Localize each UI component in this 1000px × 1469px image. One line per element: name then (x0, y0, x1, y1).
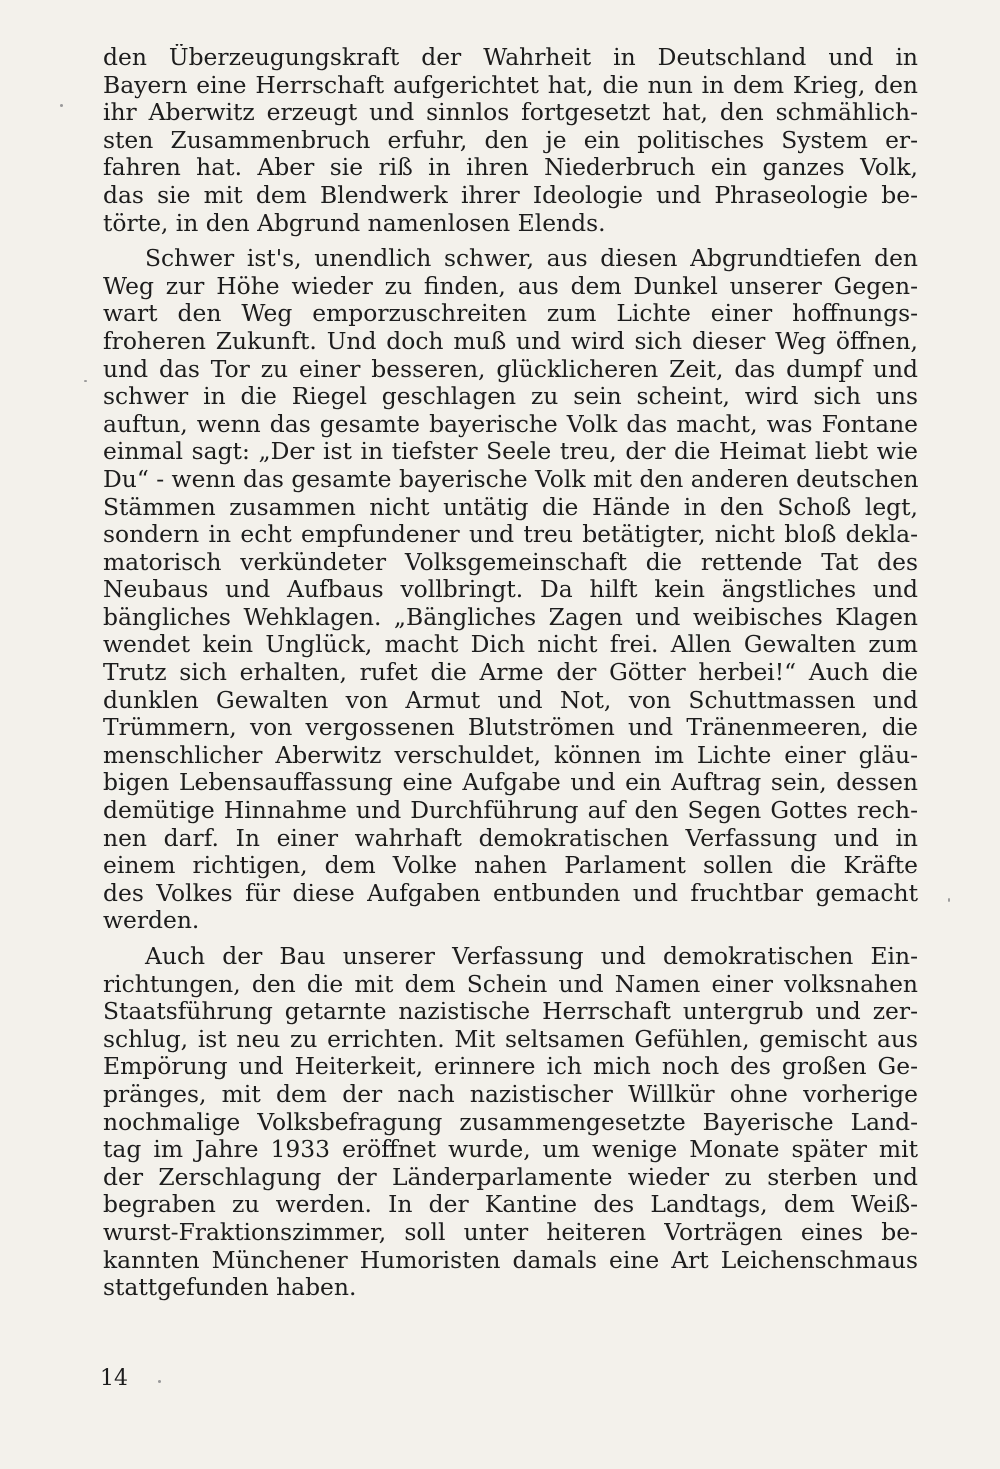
text-line: matorisch verkündeter Volksgemeinschaft die rettende Tat des (103, 548, 918, 576)
text-line: wart den Weg emporzuschreiten zum Lichte einer hoffnungs- (103, 300, 918, 328)
text-line: Bayern eine Herrschaft aufgerichtet hat, die nun in dem Krieg, den (103, 71, 918, 99)
text-line: und das Tor zu einer besseren, glücklicheren Zeit, das dumpf und (103, 355, 918, 383)
page-number: 14 (100, 1366, 128, 1391)
text-line: richtungen, den die mit dem Schein und Namen einer volksnahen (103, 970, 918, 998)
text-line: den Überzeugungskraft der Wahrheit in Deutschland und in (103, 44, 918, 71)
paper-speck (948, 898, 950, 902)
text-line: Weg zur Höhe wieder zu finden, aus dem Dunkel unserer Gegen- (103, 272, 918, 300)
text-line: menschlicher Aberwitz verschuldet, können im Lichte einer gläu- (103, 741, 918, 769)
text-line: pränges, mit dem der nach nazistischer Willkür ohne vorherige (103, 1080, 918, 1108)
text-line: Auch der Bau unserer Verfassung und demokratischen Ein- (145, 943, 918, 970)
paragraph-gap (103, 935, 918, 943)
text-line: wendet kein Unglück, macht Dich nicht frei. Allen Gewalten zum (103, 631, 918, 659)
text-line: auftun, wenn das gesamte bayerische Volk das macht, was Fontane (103, 410, 918, 438)
text-line: nen darf. In einer wahrhaft demokratischen Verfassung und in (103, 824, 918, 852)
text-line: ihr Aberwitz erzeugt und sinnlos fortgesetzt hat, den schmählich- (103, 99, 918, 127)
text-line: sondern in echt empfundener und treu betätigter, nicht bloß dekla- (103, 521, 918, 549)
text-line: schwer in die Riegel geschlagen zu sein scheint, wird sich uns (103, 383, 918, 411)
text-line: wurst-Fraktionszimmer, soll unter heiteren Vorträgen eines be- (103, 1218, 918, 1246)
paragraph-gap (103, 237, 918, 245)
text-line: begraben zu werden. In der Kantine des Landtags, dem Weiß- (103, 1191, 918, 1219)
text-line: dunklen Gewalten von Armut und Not, von Schuttmassen und (103, 686, 918, 714)
text-line: werden. (103, 907, 200, 935)
text-line: Staatsführung getarnte nazistische Herrschaft untergrub und zer- (103, 998, 918, 1026)
text-line: nochmalige Volksbefragung zusammengesetzte Bayerische Land- (103, 1108, 918, 1136)
text-line: törte, in den Abgrund namenlosen Elends. (103, 209, 606, 237)
text-line: Du“ - wenn das gesamte bayerische Volk mit den anderen deutschen (103, 465, 918, 493)
text-line: Trutz sich erhalten, rufet die Arme der Götter herbei!“ Auch die (103, 659, 918, 687)
text-line: demütige Hinnahme und Durchführung auf den Segen Gottes rech- (103, 797, 918, 825)
text-line: bängliches Wehklagen. „Bängliches Zagen und weibisches Klagen (103, 603, 918, 631)
text-line: bigen Lebensauffassung eine Aufgabe und ein Auftrag sein, dessen (103, 769, 918, 797)
text-line: stattgefunden haben. (103, 1274, 357, 1302)
text-line: Neubaus und Aufbaus vollbringt. Da hilft kein ängstliches und (103, 576, 918, 604)
text-line: kannten Münchener Humoristen damals eine Art Leichenschmaus (103, 1246, 918, 1274)
text-line: Stämmen zusammen nicht untätig die Hände in den Schoß legt, (103, 493, 918, 521)
paper-speck (158, 1380, 161, 1383)
paragraph (103, 943, 918, 1302)
text-line: sten Zusammenbruch erfuhr, den je ein politisches System er- (103, 126, 918, 154)
paragraph (103, 245, 918, 935)
paragraph (103, 44, 918, 237)
text-line: fahren hat. Aber sie riß in ihren Niederbruch ein ganzes Volk, (103, 154, 918, 182)
paper-speck (60, 104, 63, 107)
text-line: froheren Zukunft. Und doch muß und wird sich dieser Weg öffnen, (103, 327, 918, 355)
text-line: der Zerschlagung der Länderparlamente wieder zu sterben und (103, 1163, 918, 1191)
text-line: einmal sagt: „Der ist in tiefster Seele treu, der die Heimat liebt wie (103, 438, 918, 466)
text-line: des Volkes für diese Aufgaben entbunden und fruchtbar gemacht (103, 879, 918, 907)
text-line: einem richtigen, dem Volke nahen Parlament sollen die Kräfte (103, 852, 918, 880)
paper-speck (84, 380, 87, 382)
text-line: Schwer ist's, unendlich schwer, aus diesen Abgrundtiefen den (145, 245, 918, 273)
body-text (103, 44, 918, 1302)
text-line: Trümmern, von vergossenen Blutströmen und Tränenmeeren, die (103, 714, 918, 742)
text-line: tag im Jahre 1933 eröffnet wurde, um wenige Monate später mit (103, 1136, 918, 1164)
text-line: Empörung und Heiterkeit, erinnere ich mich noch des großen Ge- (103, 1053, 918, 1081)
text-line: das sie mit dem Blendwerk ihrer Ideologie und Phraseologie be- (103, 181, 918, 209)
text-line: schlug, ist neu zu errichten. Mit seltsamen Gefühlen, gemischt aus (103, 1025, 918, 1053)
